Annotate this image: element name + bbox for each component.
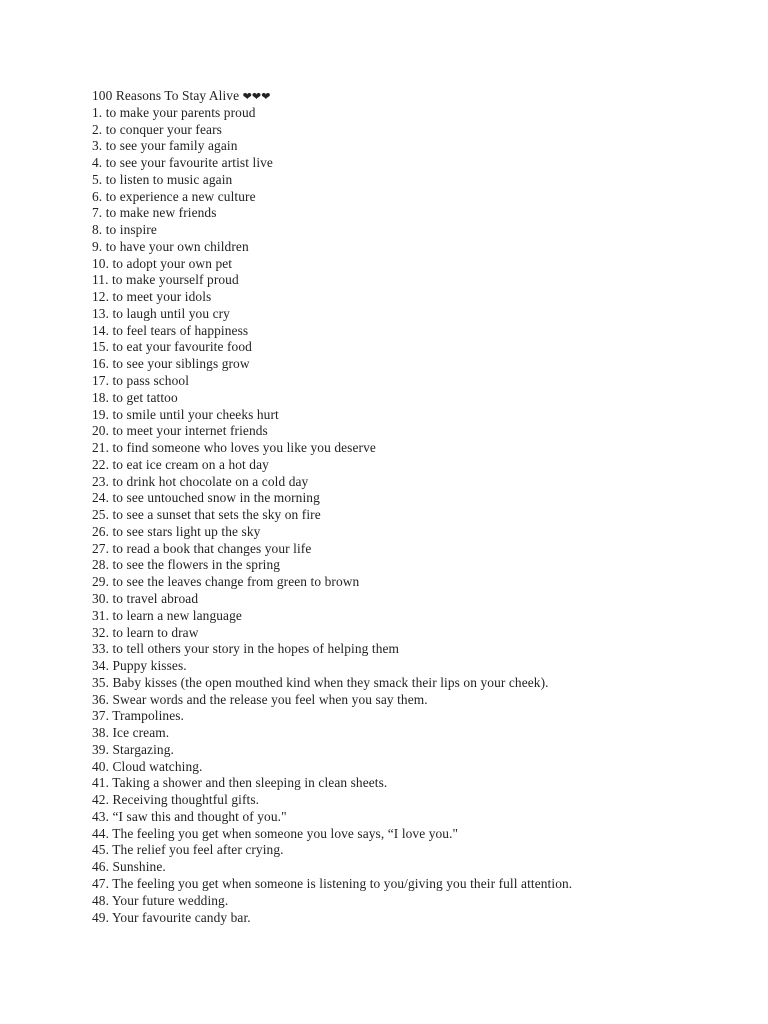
list-item: 7. to make new friends [92, 205, 217, 221]
list-item: 23. to drink hot chocolate on a cold day [92, 473, 309, 489]
list-item: 3. to see your family again [92, 138, 238, 154]
list-item: 10. to adopt your own pet [92, 255, 233, 271]
list-item: 24. to see untouched snow in the morning [92, 490, 320, 506]
list-item: 9. to have your own children [92, 238, 249, 254]
list-item: 21. to find someone who loves you like you deserve [92, 440, 376, 456]
list-item: 44. The feeling you get when someone you love says, “I love you." [92, 825, 459, 841]
list-item: 48. Your future wedding. [92, 892, 229, 908]
list-item: 27. to read a book that changes your life [92, 540, 312, 556]
list-item: 46. Sunshine. [92, 859, 166, 875]
list-item: 28. to see the flowers in the spring [92, 557, 281, 573]
list-item: 39. Stargazing. [92, 741, 174, 757]
list-item: 33. to tell others your story in the hopes of helping them [92, 641, 400, 657]
list-item: 4. to see your favourite artist live [92, 155, 273, 171]
list-item: 41. Taking a shower and then sleeping in clean sheets. [92, 775, 388, 791]
list-item: 40. Cloud watching. [92, 758, 203, 774]
list-item: 29. to see the leaves change from green to brown [92, 574, 360, 590]
list-item: 11. to make yourself proud [92, 272, 239, 288]
list-item: 8. to inspire [92, 222, 157, 238]
document-page [92, 88, 752, 926]
list-item: 36. Swear words and the release you feel when you say them. [92, 691, 428, 707]
list-item: 19. to smile until your cheeks hurt [92, 406, 279, 422]
list-item: 25. to see a sunset that sets the sky on fire [92, 507, 321, 523]
list-item: 2. to conquer your fears [92, 121, 222, 137]
list-item: 5. to listen to music again [92, 171, 233, 187]
list-item: 45. The relief you feel after crying. [92, 842, 284, 858]
list-item: 1. to make your parents proud [92, 104, 256, 120]
reasons-list [92, 105, 752, 927]
list-item: 37. Trampolines. [92, 708, 184, 724]
list-item: 12. to meet your idols [92, 289, 212, 305]
list-item: 42. Receiving thoughtful gifts. [92, 792, 260, 808]
list-item: 14. to feel tears of happiness [92, 322, 249, 338]
list-item: 16. to see your siblings grow [92, 356, 250, 372]
list-item: 31. to learn a new language [92, 607, 242, 623]
list-item: 17. to pass school [92, 373, 190, 389]
list-item: 38. Ice cream. [92, 725, 170, 741]
list-item: 6. to experience a new culture [92, 188, 256, 204]
list-item: 20. to meet your internet friends [92, 423, 268, 439]
list-item: 26. to see stars light up the sky [92, 523, 261, 539]
list-item: 18. to get tattoo [92, 389, 178, 405]
list-item: 15. to eat your favourite food [92, 339, 252, 355]
list-item: 22. to eat ice cream on a hot day [92, 456, 269, 472]
list-item: 34. Puppy kisses. [92, 658, 187, 674]
heart-icons: ❤❤❤ [242, 90, 271, 103]
document-title [92, 88, 752, 105]
list-item: 49. Your favourite candy bar. [92, 909, 251, 925]
list-item: 43. “I saw this and thought of you." [92, 808, 287, 824]
list-item: 13. to laugh until you cry [92, 305, 230, 321]
list-item: 47. The feeling you get when someone is listening to you/giving you their full attention. [92, 875, 573, 891]
list-item: 35. Baby kisses (the open mouthed kind when they smack their lips on your cheek). [92, 674, 549, 690]
list-item: 32. to learn to draw [92, 624, 199, 640]
title-text: 100 Reasons To Stay Alive [92, 88, 240, 103]
list-item: 30. to travel abroad [92, 590, 199, 606]
